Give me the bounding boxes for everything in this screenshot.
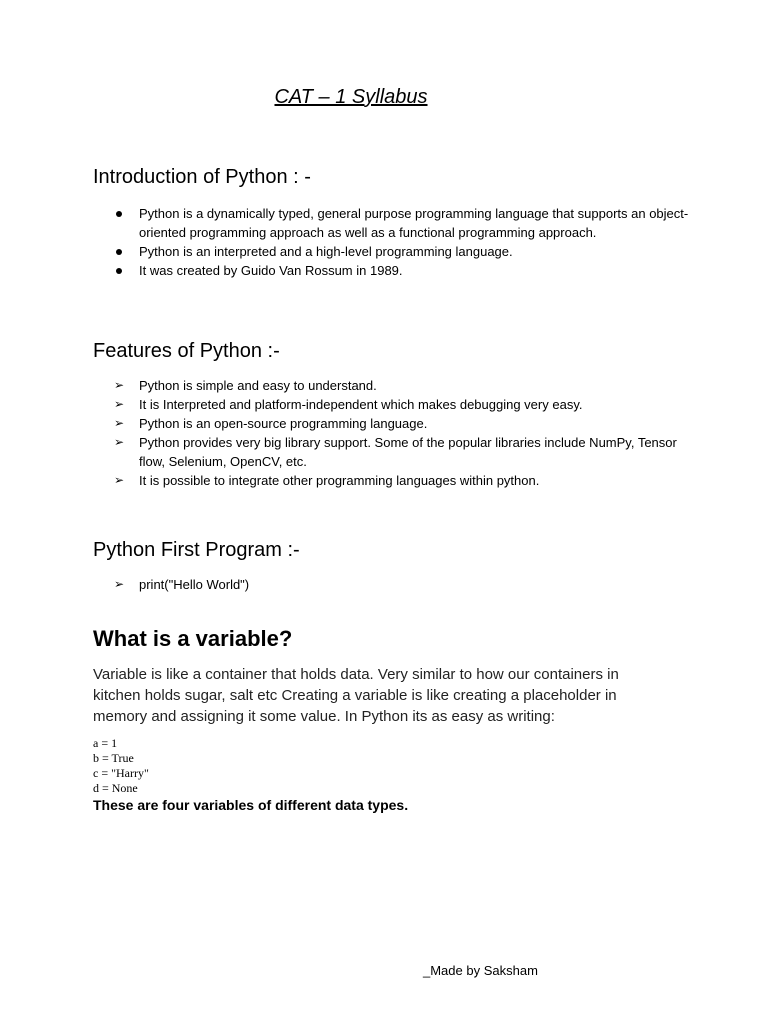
author-footer: _Made by Saksham [423, 963, 538, 978]
arrow-bullet-icon: ➢ [114, 378, 125, 392]
section-heading-variable: What is a variable? [93, 626, 293, 651]
list-item [112, 433, 692, 471]
list-item: Python is an interpreted and a high-level programming language. [112, 242, 692, 261]
list-item [112, 575, 692, 594]
section-heading-features: Features of Python :- [93, 340, 280, 362]
list-item [112, 376, 692, 395]
intro-list [112, 204, 692, 280]
list-item [112, 414, 692, 433]
arrow-bullet-icon: ➢ [114, 435, 125, 449]
first-program-list [112, 575, 692, 594]
list-item-text: It is Interpreted and platform-independent which makes debugging very easy. [139, 397, 583, 412]
code-line: a = 1 [93, 736, 118, 750]
list-item-text: Python provides very big library support. Some of the popular libraries include NumPy, Tensor flow, Selenium, OpenCV, etc. [139, 435, 677, 469]
code-line: b = True [93, 751, 134, 765]
arrow-bullet-icon: ➢ [114, 473, 125, 487]
features-list [112, 376, 692, 490]
list-item [112, 471, 692, 490]
arrow-bullet-icon: ➢ [114, 397, 125, 411]
arrow-bullet-icon: ➢ [114, 416, 125, 430]
section-heading-intro: Introduction of Python : - [93, 166, 311, 188]
variable-note: These are four variables of different data types. [93, 797, 409, 813]
arrow-bullet-icon: ➢ [114, 577, 125, 591]
code-line: c = "Harry" [93, 766, 149, 780]
list-item-text: Python is an open-source programming language. [139, 416, 428, 431]
section-heading-first-program: Python First Program :- [93, 539, 300, 561]
list-item: Python is a dynamically typed, general purpose programming language that supports an object-oriented programming approach as well as a functional programming approach. [112, 204, 692, 242]
list-item-text: It is possible to integrate other programming languages within python. [139, 473, 540, 488]
code-block [93, 736, 149, 796]
variable-paragraph: Variable is like a container that holds data. Very similar to how our containers in kitchen holds sugar, salt etc Creating a variable is like creating a placeholder in memory and assigning it some value. In Python its as easy as writing: [93, 666, 619, 725]
list-item-text: print("Hello World") [139, 577, 250, 592]
page-title: CAT – 1 Syllabus [274, 86, 428, 108]
list-item [112, 395, 692, 414]
list-item-text: Python is simple and easy to understand. [139, 378, 377, 393]
list-item: It was created by Guido Van Rossum in 1989. [112, 261, 692, 280]
code-line: d = None [93, 781, 138, 795]
